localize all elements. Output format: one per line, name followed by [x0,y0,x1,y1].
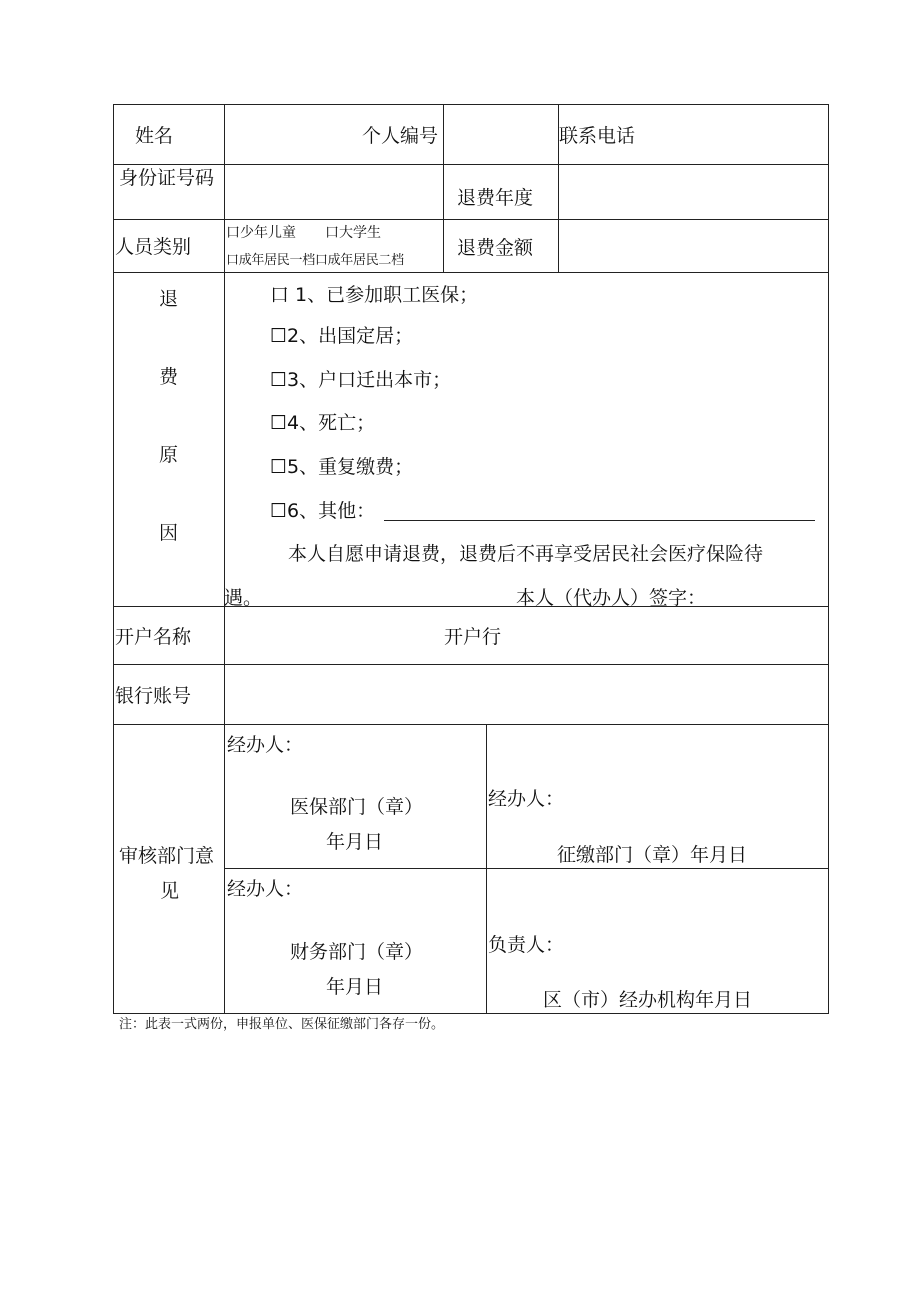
refund-amount-label: 退费金额 [457,237,534,259]
other-reason-input[interactable] [384,500,815,521]
review-row-divider [224,868,829,869]
collection-handler-label: 经办人： [488,788,565,810]
medical-dept-stamp: 医保部门（章） [290,796,424,818]
label-column-divider [224,104,225,1014]
bank-field[interactable] [510,607,827,663]
finance-handler-label: 经办人： [227,878,304,900]
person-category-label: 人员类别 [115,236,192,258]
footnote: 注：此表一式两份，申报单位、医保征缴部门各存一份。 [119,1017,445,1032]
phone-label: 联系电话 [559,125,636,147]
review-column-divider [486,724,487,1014]
refund-year-field[interactable] [559,165,827,218]
finance-date: 年月日 [326,976,384,998]
district-handler-label: 负责人： [488,934,565,956]
personal-id-field[interactable] [444,105,557,163]
signature-label: 本人（代办人）签字： [516,587,707,609]
reason-label-char: 因 [159,522,179,544]
bank-label: 开户行 [444,626,502,648]
reason-option[interactable]: ☐3、户口迁出本市； [270,369,452,391]
reason-label-char: 费 [159,366,179,388]
reason-label-char: 原 [159,444,179,466]
declaration-line2: 遇。 [224,587,263,609]
name-label: 姓名 [135,125,174,147]
table-border-right [828,104,829,1014]
finance-dept-stamp: 财务部门（章） [290,941,424,963]
table-row-divider [113,272,829,273]
bank-account-label: 银行账号 [115,685,192,707]
refund-amount-field[interactable] [559,220,827,271]
category-option-student[interactable]: 口大学生 [325,225,381,241]
table-border-bottom [113,1013,829,1014]
reason-option[interactable]: ☐6、其他： [270,500,376,522]
medical-date: 年月日 [326,831,384,853]
medical-handler-label: 经办人： [227,734,304,756]
collection-dept-stamp: 征缴部门（章）年月日 [557,844,748,866]
category-option-adult[interactable]: 口成年居民一档口成年居民二档 [226,253,404,268]
review-label: 见 [160,880,180,902]
district-agency-stamp: 区（市）经办机构年月日 [543,989,753,1011]
bank-account-field[interactable] [225,665,827,723]
name-field[interactable] [225,105,365,163]
phone-field[interactable] [645,105,827,163]
table-border-left [113,104,114,1014]
id-number-label: 身份证号码 [119,167,215,189]
table-row-divider [113,724,829,725]
reason-option[interactable]: ☐2、出国定居； [270,325,414,347]
reason-option[interactable]: 口 1、已参加职工医保； [270,284,479,306]
reason-option[interactable]: ☐4、死亡； [270,412,376,434]
personal-id-label: 个人编号 [362,125,439,147]
id-number-field[interactable] [225,165,442,218]
category-option-child[interactable]: 口少年儿童 [226,225,296,241]
reason-option[interactable]: ☐5、重复缴费； [270,456,414,478]
reason-label-char: 退 [159,288,179,310]
refund-year-label: 退费年度 [457,187,534,209]
account-name-field[interactable] [225,607,435,663]
review-label: 审核部门意 [119,845,215,867]
account-name-label: 开户名称 [115,626,192,648]
declaration-line1: 本人自愿申请退费，退费后不再享受居民社会医疗保险待 [288,543,764,565]
